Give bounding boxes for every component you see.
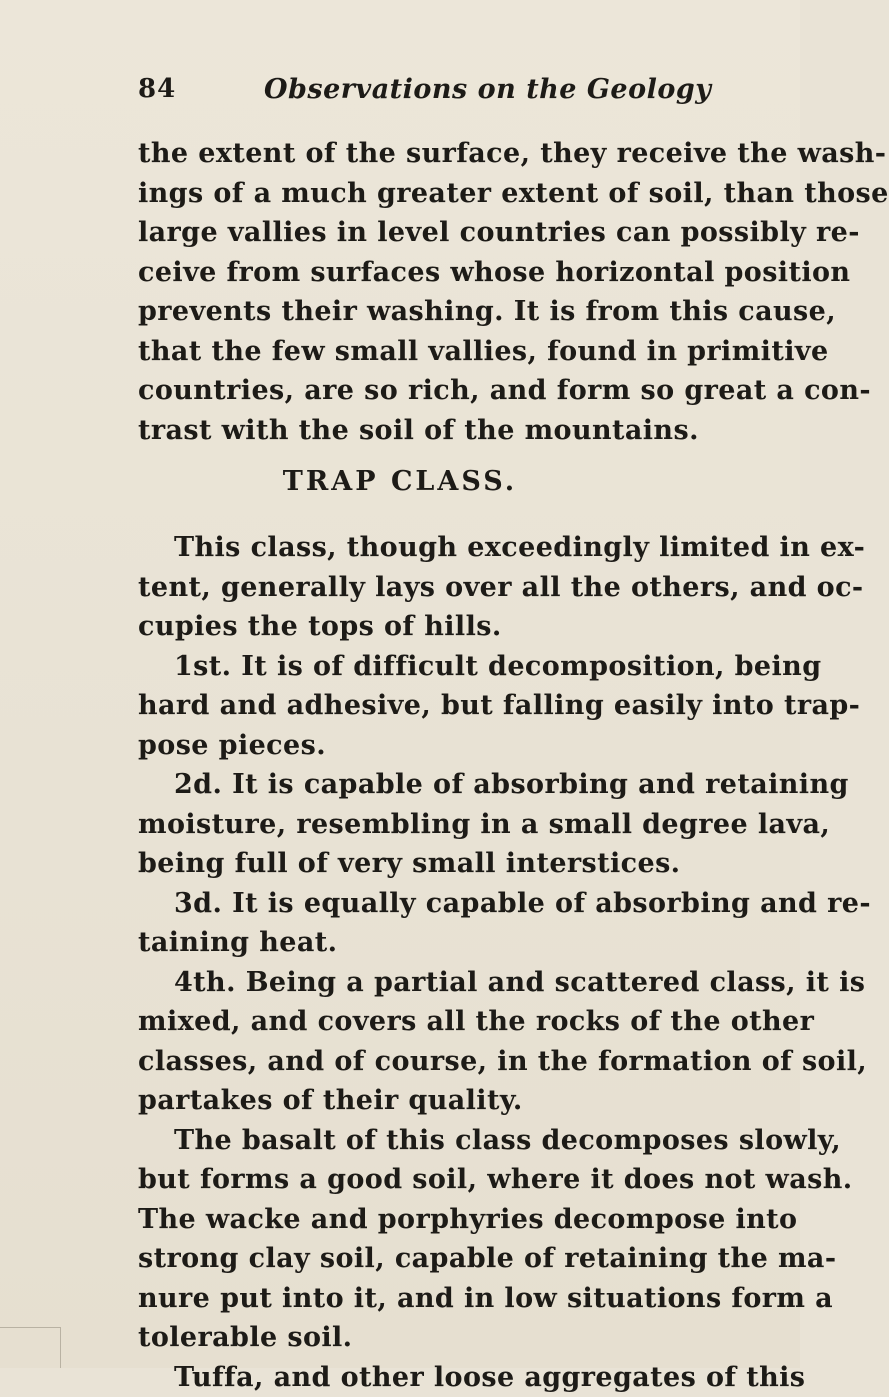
text-line: This class, though exceedingly limited in ex- (138, 528, 752, 568)
text-line: pose pieces. (138, 726, 752, 766)
text-line: cupies the tops of hills. (138, 607, 752, 647)
text-line: partakes of their quality. (138, 1081, 752, 1121)
text-line: 2d. It is capable of absorbing and retaining (138, 765, 752, 805)
text-line: hard and adhesive, but falling easily into trap- (138, 686, 752, 726)
text-line: taining heat. (138, 923, 752, 963)
text-line: that the few small vallies, found in primitive (138, 332, 752, 372)
text-line: Tuffa, and other loose aggregates of this (138, 1358, 752, 1397)
text-line: ceive from surfaces whose horizontal position (138, 253, 752, 293)
text-line: the extent of the surface, they receive the wash- (138, 134, 752, 174)
section-heading: TRAP CLASS. (0, 466, 800, 497)
text-line: tent, generally lays over all the others, and oc- (138, 568, 752, 608)
text-line: strong clay soil, capable of retaining the ma- (138, 1239, 752, 1279)
text-line: 4th. Being a partial and scattered class, it is (138, 963, 752, 1003)
text-line: 3d. It is equally capable of absorbing and re- (138, 884, 752, 924)
text-line: mixed, and covers all the rocks of the other (138, 1002, 752, 1042)
text-line: prevents their washing. It is from this cause, (138, 292, 752, 332)
text-line: 1st. It is of difficult decomposition, being (138, 647, 752, 687)
text-line: large vallies in level countries can possibly re- (138, 213, 752, 253)
text-line: tolerable soil. (138, 1318, 752, 1358)
text-line: trast with the soil of the mountains. (138, 411, 752, 451)
text-line: moisture, resembling in a small degree lava, (138, 805, 752, 845)
text-line: classes, and of course, in the formation of soil, (138, 1042, 752, 1082)
page-number: 84 (138, 74, 176, 104)
page-header (138, 74, 758, 114)
text-line: but forms a good soil, where it does not wash. (138, 1160, 752, 1200)
running-title: Observations on the Geology (264, 74, 711, 105)
text-line: ings of a much greater extent of soil, than those (138, 174, 752, 214)
text-line: being full of very small interstices. (138, 844, 752, 884)
text-line: nure put into it, and in low situations form a (138, 1279, 752, 1319)
section-body (138, 528, 752, 1397)
text-line: countries, are so rich, and form so great a con- (138, 371, 752, 411)
text-line: The basalt of this class decomposes slowly, (138, 1121, 752, 1161)
page-corner-mark (0, 1327, 61, 1368)
intro-paragraph (138, 134, 752, 450)
text-line: The wacke and porphyries decompose into (138, 1200, 752, 1240)
